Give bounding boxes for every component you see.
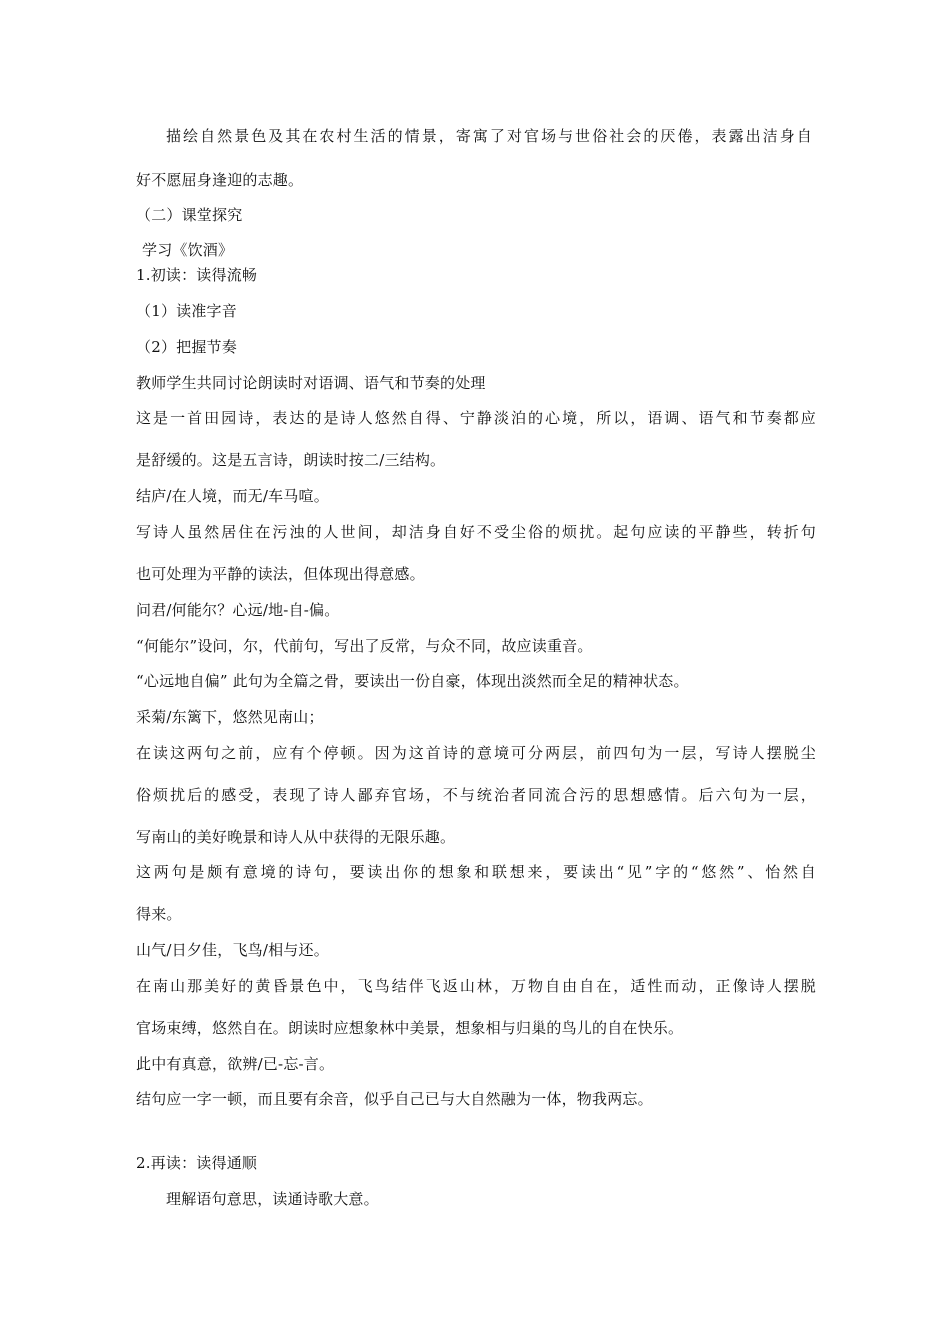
paragraph-line: 写诗人虽然居住在污浊的人世间，却洁身自好不受尘俗的烦扰。起句应读的平静些，转折句: [136, 523, 816, 541]
paragraph-line: 这是一首田园诗，表达的是诗人悠然自得、宁静淡泊的心境，所以，语调、语气和节奏都应: [136, 409, 816, 427]
paragraph-line: “心远地自偏” 此句为全篇之骨，要读出一份自豪，体现出淡然而全足的精神状态。: [136, 672, 689, 690]
paragraph-line: 是舒缓的。这是五言诗，朗读时按二/三结构。: [136, 451, 446, 469]
paragraph-line: 理解语句意思，读通诗歌大意。: [166, 1190, 379, 1208]
step-item: （1）读准字音: [136, 302, 237, 320]
section-heading: （二）课堂探究: [136, 206, 243, 224]
poem-line: 采菊/东篱下，悠然见南山；: [136, 708, 324, 726]
paragraph-line: 结句应一字一顿，而且要有余音，似乎自己已与大自然融为一体，物我两忘。: [136, 1090, 653, 1108]
paragraph-line: “何能尔”设问，尔，代前句，写出了反常，与众不同，故应读重音。: [136, 637, 593, 655]
poem-line: 此中有真意，欲辨/已-忘-言。: [136, 1055, 335, 1073]
poem-line: 问君/何能尔？心远/地-自-偏。: [136, 601, 340, 619]
poem-line: 结庐/在人境，而无/车马喧。: [136, 487, 329, 505]
step-heading: 1.初读：读得流畅: [136, 266, 258, 284]
paragraph-line: 写南山的美好晚景和诗人从中获得的无限乐趣。: [136, 828, 456, 846]
paragraph-line: 俗烦扰后的感受，表现了诗人鄙弃官场，不与统治者同流合污的思想感情。后六句为一层，: [136, 786, 816, 804]
paragraph-line: 这两句是颇有意境的诗句，要读出你的想象和联想来，要读出“见”字的“悠然”、怡然自: [136, 863, 816, 881]
paragraph-line: 教师学生共同讨论朗读时对语调、语气和节奏的处理: [136, 374, 486, 392]
paragraph-line: 官场束缚，悠然自在。朗读时应想象林中美景，想象相与归巢的鸟儿的自在快乐。: [136, 1019, 684, 1037]
paragraph-line: 描绘自然景色及其在农村生活的情景，寄寓了对官场与世俗社会的厌倦，表露出洁身自: [166, 127, 812, 145]
paragraph-line: 好不愿屈身逢迎的志趣。: [136, 171, 304, 189]
paragraph-line: 在南山那美好的黄昏景色中，飞鸟结伴飞返山林，万物自由自在，适性而动，正像诗人摆脱: [136, 977, 816, 995]
paragraph-line: 得来。: [136, 905, 182, 923]
paragraph-line: 也可处理为平静的读法，但体现出得意感。: [136, 565, 425, 583]
poem-line: 山气/日夕佳，飞鸟/相与还。: [136, 941, 329, 959]
section-subheading: 学习《饮酒》: [142, 241, 234, 259]
paragraph-line: 在读这两句之前，应有个停顿。因为这首诗的意境可分两层，前四句为一层，写诗人摆脱尘: [136, 744, 816, 762]
step-heading: 2.再读：读得通顺: [136, 1154, 258, 1172]
step-item: （2）把握节奏: [136, 338, 237, 356]
